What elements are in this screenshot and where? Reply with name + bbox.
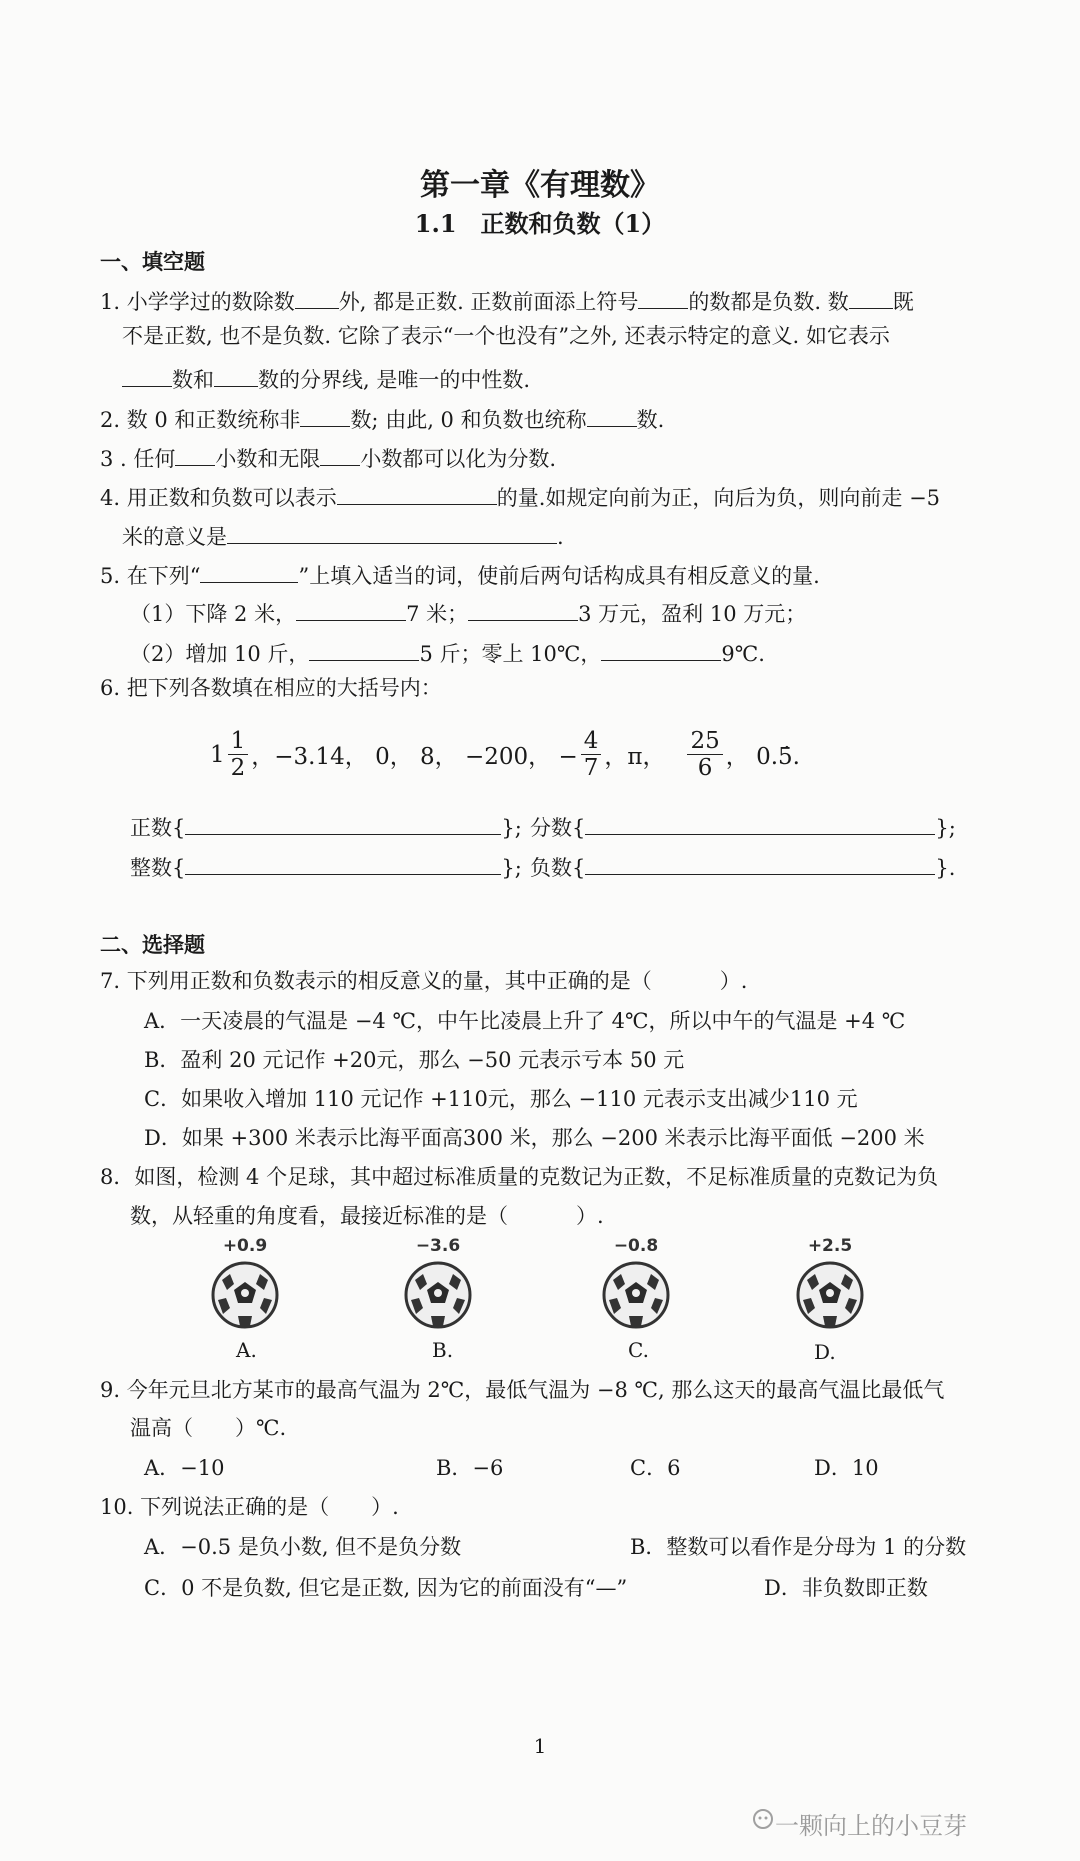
option-10c[interactable]: C．0 不是负数, 但它是正数, 因为它的前面没有“—” — [144, 1576, 628, 1600]
option-9d[interactable]: D．10 — [814, 1456, 879, 1480]
blank[interactable] — [587, 404, 637, 427]
soccer-ball-icon — [795, 1260, 865, 1330]
answer-line[interactable] — [185, 812, 501, 835]
option-10b[interactable]: B．整数可以看作是分母为 1 的分数 — [630, 1535, 967, 1559]
question-4-line-2: 米的意义是 . — [122, 521, 564, 548]
positive-set: 正数{ }; — [130, 812, 522, 839]
part2-heading: 二、选择题 — [100, 932, 205, 957]
chapter-title: 第一章《有理数》 — [420, 168, 660, 203]
soccer-ball-d[interactable]: +2.5 — [790, 1236, 870, 1330]
ball-label-d: D. — [814, 1340, 836, 1364]
blank[interactable] — [309, 638, 419, 661]
ball-label-a: A. — [236, 1338, 257, 1362]
option-7b[interactable]: B．盈利 20 元记作 +20元，那么 −50 元表示亏本 50 元 — [144, 1048, 685, 1072]
blank[interactable] — [300, 404, 350, 427]
soccer-ball-icon — [403, 1260, 473, 1330]
option-9b[interactable]: B．−6 — [436, 1456, 504, 1480]
question-9-line-1: 9. 今年元旦北方某市的最高气温为 2℃，最低气温为 −8 ℃, 那么这天的最高气温比最低气 — [100, 1378, 945, 1402]
option-7d[interactable]: D．如果 +300 米表示比海平面高300 米，那么 −200 米表示比海平面低 −200 米 — [144, 1126, 925, 1150]
soccer-ball-c[interactable]: −0.8 — [596, 1236, 676, 1330]
number-list: 1 $\frac{1}{2}$ ，−3.14， 0， 8， −200， − $\frac{4}{7}$ ，π， $\frac{25}{6}$ ， 0.5̇. — [210, 728, 800, 782]
watermark: 一颗向上的小豆芽 — [775, 1812, 967, 1840]
answer-line[interactable] — [185, 852, 501, 875]
integer-set: 整数{ }; — [130, 852, 522, 879]
answer-line[interactable] — [585, 852, 935, 875]
blank[interactable] — [227, 521, 557, 544]
blank[interactable] — [638, 286, 688, 309]
blank[interactable] — [468, 598, 578, 621]
wechat-icon — [752, 1808, 774, 1830]
option-7a[interactable]: A．一天凌晨的气温是 −4 ℃，中午比凌晨上升了 4℃，所以中午的气温是 +4 ℃ — [144, 1009, 906, 1033]
question-8-line-2: 数，从轻重的角度看，最接近标准的是（ ）. — [130, 1204, 604, 1228]
ball-label-b: B. — [432, 1338, 454, 1362]
question-3: 3 . 任何 小数和无限 小数都可以化为分数. — [100, 443, 556, 470]
fraction-twentyfive-sixths: $\frac{25}{6}$ — [687, 728, 722, 782]
blank[interactable] — [122, 364, 172, 387]
question-2: 2. 数 0 和正数统称非 数; 由此, 0 和负数也统称 数. — [100, 404, 664, 431]
question-8-line-1: 8．如图，检测 4 个足球，其中超过标准质量的克数记为正数，不足标准质量的克数记为负 — [100, 1165, 939, 1189]
section-title: 1.1 正数和负数（1） — [414, 209, 666, 238]
option-7c[interactable]: C．如果收入增加 110 元记作 +110元，那么 −110 元表示支出减少110 元 — [144, 1087, 858, 1111]
question-5-sub-2: （2）增加 10 斤， 5 斤；零上 10℃， 9℃. — [130, 638, 765, 665]
option-10d[interactable]: D．非负数即正数 — [764, 1576, 928, 1600]
soccer-ball-b[interactable]: −3.6 — [398, 1236, 478, 1330]
question-5: 5. 在下列“ ”上填入适当的词，使前后两句话构成具有相反意义的量. — [100, 560, 820, 587]
question-10: 10. 下列说法正确的是（ ）. — [100, 1495, 399, 1519]
blank[interactable] — [296, 598, 406, 621]
blank[interactable] — [295, 286, 339, 309]
question-1-line-2: 不是正数, 也不是负数. 它除了表示“一个也没有”之外, 还表示特定的意义. 如它表示 — [122, 324, 890, 348]
soccer-ball-icon — [601, 1260, 671, 1330]
blank[interactable] — [849, 286, 893, 309]
blank[interactable] — [200, 560, 298, 583]
blank[interactable] — [214, 364, 258, 387]
question-6: 6. 把下列各数填在相应的大括号内： — [100, 676, 442, 700]
question-5-sub-1: （1）下降 2 米， 7 米； 3 万元，盈利 10 万元； — [130, 598, 806, 625]
question-4-line-1: 4. 用正数和负数可以表示 的量.如规定向前为正，向后为负，则向前走 −5 — [100, 482, 940, 509]
page-number: 1 — [533, 1734, 547, 1758]
question-9-line-2: 温高（ ）℃. — [130, 1416, 287, 1440]
question-1-line-3: 数和 数的分界线, 是唯一的中性数. — [122, 364, 530, 391]
fraction-set: 分数{ }; — [530, 812, 956, 839]
soccer-ball-a[interactable]: +0.9 — [205, 1236, 285, 1330]
option-10a[interactable]: A．−0.5 是负小数, 但不是负分数 — [144, 1535, 462, 1559]
option-9a[interactable]: A．−10 — [144, 1456, 225, 1480]
question-1-line-1: 1. 小学学过的数除数 外, 都是正数. 正数前面添上符号 的数都是负数. 数 既 — [100, 286, 914, 313]
blank[interactable] — [175, 443, 215, 466]
ball-label-c: C. — [628, 1338, 649, 1362]
blank[interactable] — [337, 482, 497, 505]
negative-set: 负数{ }. — [530, 852, 955, 879]
blank[interactable] — [601, 638, 721, 661]
fraction-four-sevenths: $\frac{4}{7}$ — [581, 728, 602, 782]
question-7: 7. 下列用正数和负数表示的相反意义的量，其中正确的是（ ）. — [100, 969, 748, 993]
soccer-ball-icon — [210, 1260, 280, 1330]
part1-heading: 一、填空题 — [100, 249, 205, 274]
option-9c[interactable]: C．6 — [630, 1456, 681, 1480]
blank[interactable] — [320, 443, 360, 466]
fraction-one-half: $\frac{1}{2}$ — [228, 728, 249, 782]
answer-line[interactable] — [585, 812, 935, 835]
